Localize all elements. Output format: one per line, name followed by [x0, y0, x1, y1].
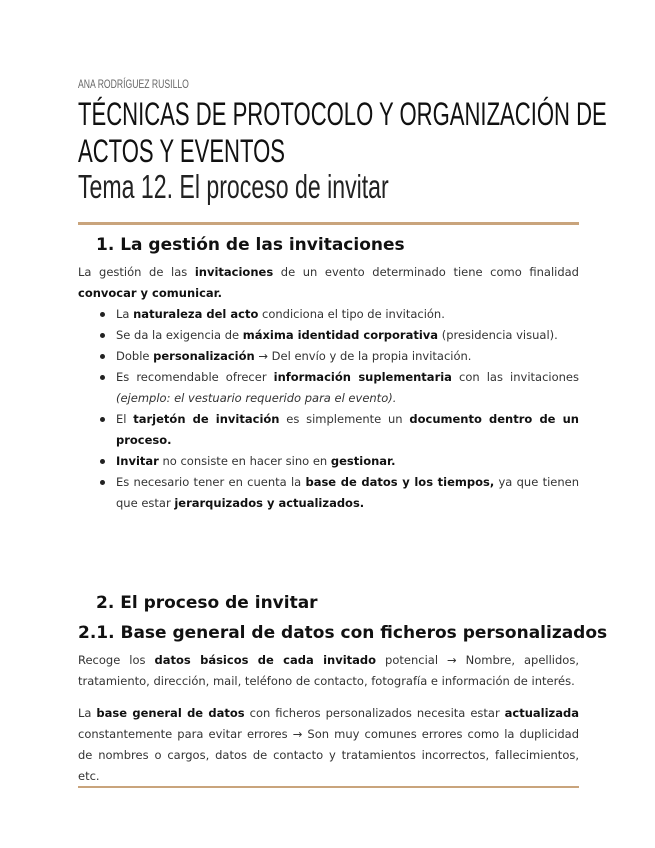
section-1-intro	[78, 262, 579, 304]
text-run: con las invitaciones	[451, 370, 579, 384]
text-run: → Del envío y de la propia invitación.	[254, 349, 472, 363]
author-text: ANA RODRÍGUEZ RUSILLO	[78, 77, 189, 91]
text-run: de un evento determinado tiene como finalidad	[273, 265, 579, 279]
section-1-heading: 1. La gestión de las invitaciones	[96, 235, 405, 255]
bullet-item	[78, 472, 579, 514]
text-run: Se da la exigencia de	[116, 328, 243, 342]
section-2-1-para-2	[78, 703, 579, 787]
text-run: La	[78, 706, 97, 720]
section-2-1-heading: 2.1. Base general de datos con ficheros personalizados	[78, 623, 608, 643]
bold-text: jerarquizados y actualizados.	[174, 496, 365, 510]
text-run: ya que tienen que estar	[116, 475, 579, 510]
text-run: con ficheros personalizados necesita estar	[244, 706, 505, 720]
bullet-item	[78, 325, 579, 346]
text-run: no consiste en hacer sino en	[158, 454, 331, 468]
document-title-line-2	[78, 133, 378, 170]
bullet-item	[78, 304, 579, 325]
bold-text: base general de datos	[96, 706, 245, 720]
section-1-body	[78, 262, 579, 514]
bold-text: máxima identidad corporativa	[242, 328, 439, 342]
text-run: Es necesario tener en cuenta la	[116, 475, 306, 489]
bold-text: datos básicos de cada invitado	[154, 653, 377, 667]
text-run: Doble	[116, 349, 154, 363]
text-run: condiciona el tipo de invitación.	[258, 307, 445, 321]
bold-text: actualizada	[504, 706, 579, 720]
text-run: es simplemente un	[279, 412, 410, 426]
section-2-heading: 2. El proceso de invitar	[96, 593, 318, 613]
bullet-item	[78, 346, 579, 367]
bold-text: base de datos y los tiempos,	[305, 475, 495, 489]
subtitle-text: Tema 12. El proceso de invitar	[78, 168, 389, 205]
document-title-line-1	[78, 96, 655, 133]
text-run: La gestión de las	[78, 265, 195, 279]
section-1-bullets	[78, 304, 579, 514]
text-run: potencial → Nombre, apellidos, tratamiento, dirección, mail, teléfono de contacto, fotografía e información de interés.	[78, 653, 579, 688]
text-run: Es recomendable ofrecer	[116, 370, 274, 384]
divider-bottom	[78, 786, 579, 788]
bold-text: información suplementaria	[273, 370, 452, 384]
bullet-item	[78, 451, 579, 472]
bold-text: naturaleza del acto	[133, 307, 259, 321]
divider-top	[78, 222, 579, 225]
title-text: ACTOS Y EVENTOS	[78, 133, 285, 169]
bullet-item	[78, 409, 579, 451]
italic-text: (ejemplo: el vestuario requerido para el evento).	[116, 391, 397, 405]
bullet-item	[78, 367, 579, 409]
section-2-1-para-1	[78, 650, 579, 692]
text-run: (presidencia visual).	[438, 328, 558, 342]
title-text: TÉCNICAS DE PROTOCOLO Y ORGANIZACIÓN DE	[78, 96, 607, 132]
bold-text: tarjetón de invitación	[133, 412, 280, 426]
bold-text: gestionar.	[330, 454, 396, 468]
bold-text: convocar y comunicar.	[78, 286, 223, 300]
bold-text: personalización	[153, 349, 255, 363]
document-subtitle	[78, 168, 522, 206]
text-run: constantemente para evitar errores → Son muy comunes errores como la duplicidad de nombres o cargos, datos de contacto y tratamientos incorrectos, fallecimientos, etc.	[78, 727, 579, 783]
bold-text: invitaciones	[194, 265, 274, 279]
text-run: El	[116, 412, 134, 426]
text-run: Recoge los	[78, 653, 155, 667]
bold-text: Invitar	[116, 454, 159, 468]
text-run: La	[116, 307, 134, 321]
author-name	[78, 77, 232, 91]
bold-text: documento dentro de un proceso.	[116, 412, 579, 447]
